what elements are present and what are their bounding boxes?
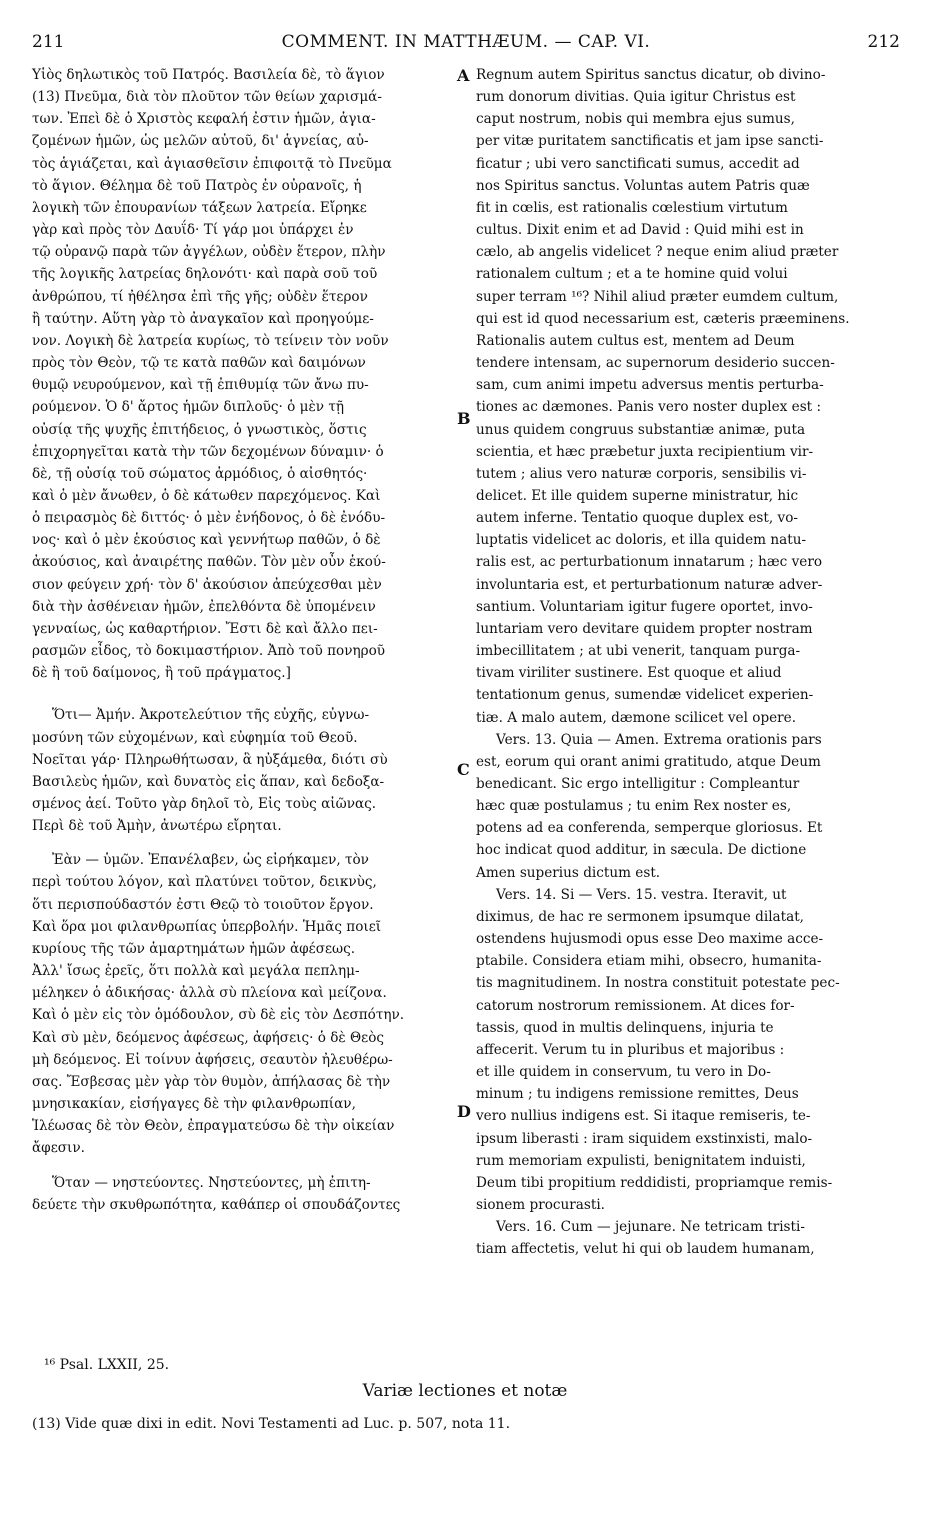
text-line: νος· καὶ ὁ μὲν ἑκούσιος καὶ γεννήτωρ παθῶν, ὁ δὲ (32, 532, 381, 549)
variae-lectiones-note: (13) Vide quæ dixi in edit. Novi Testamenti ad Luc. p. 507, nota 11. (32, 1416, 511, 1432)
text-line: hæc quæ postulamus ; tu enim Rex noster es, (476, 798, 792, 815)
text-line: νον. Λογικὴ δὲ λατρεία κυρίως, τὸ τείνειν τὸν νοῦν (32, 332, 389, 349)
text-line: Ἀλλ' ἴσως ἐρεῖς, ὅτι πολλὰ καὶ μεγάλα πεπλημ- (32, 963, 360, 980)
text-line: Ὅτι— Ἀμήν. Ἀκροτελεύτιον τῆς εὐχῆς, εὐγνω- (52, 707, 370, 724)
text-line: Καὶ σὺ μὲν, δεόμενος ἀφέσεως, ἀφήσεις· ὁ δὲ Θεὸς (32, 1029, 384, 1046)
text-line: Deum tibi propitium reddidisti, propriamque remis- (476, 1174, 833, 1191)
text-line: delicet. Et ille quidem superne ministratur, hic (476, 487, 799, 504)
text-line: benedicant. Sic ergo intelligitur : Compleantur (476, 776, 800, 792)
paragraph-latin-2 (476, 729, 894, 884)
text-line: unus quidem congruus substantiæ animæ, puta (476, 421, 806, 438)
text-line: Vers. 13. Quia — Amen. Extrema orationis pars (496, 731, 822, 748)
text-line: (13) Πνεῦμα, διὰ τὸν πλοῦτον τῶν θείων χαρισμά- (32, 89, 382, 106)
text-line: Vers. 14. Si — Vers. 15. vestra. Iteravit, ut (496, 886, 787, 903)
text-line: ipsum liberasti : iram siquidem exstinxisti, malo- (476, 1130, 813, 1147)
text-line: Amen superius dictum est. (476, 864, 661, 881)
text-line: περὶ τούτου λόγον, καὶ πλατύνει τοῦτον, δεικνὺς, (32, 874, 377, 891)
text-line: ficatur ; ubi vero sanctificati sumus, accedit ad (476, 155, 800, 172)
text-line: οὐσίᾳ τῆς ψυχῆς ἐπιτήδειος, ὁ γνωστικὸς, ὅστις (32, 421, 367, 438)
text-line: tis magnitudinem. In nostra constituit potestate pec- (476, 975, 840, 992)
text-line: τὸ ἅγιον. Θέλημα δὲ τοῦ Πατρὸς ἐν οὐρανοῖς, ἡ (32, 177, 362, 194)
paragraph-greek-2 (32, 704, 456, 837)
text-line: diximus, de hac re sermonem ipsumque dilatat, (476, 908, 805, 925)
text-line: santium. Voluntariam igitur fugere oportet, invo- (476, 598, 813, 615)
text-line: ἐπιχορηγεῖται κατὰ τὴν τῶν δεχομένων δύναμιν· ὁ (32, 443, 384, 460)
text-line: tentationum genus, sumendæ videlicet experien- (476, 687, 814, 704)
margin-letter-d: D (457, 1102, 471, 1121)
text-line: tutem ; alius vero naturæ corporis, sensibilis vi- (476, 465, 807, 482)
running-header (32, 32, 900, 58)
paragraph-greek-1 (32, 64, 456, 684)
text-line: super terram ¹⁶? Nihil aliud præter eumdem cultum, (476, 288, 839, 305)
text-line: imbecillitatem ; at ubi venerit, tanquam purga- (476, 643, 801, 660)
page-number-left: 211 (32, 32, 65, 52)
margin-letter-b: B (457, 409, 471, 428)
text-line: μνησικακίαν, εἰσήγαγες δὲ τὴν φιλανθρωπίαν, (32, 1096, 356, 1113)
text-line: tassis, quod in multis delinquens, injuria te (476, 1019, 774, 1036)
text-line: tivam viriliter sustinere. Est quoque et aliud (476, 665, 782, 682)
text-line: est, eorum qui orant animi gratitudo, atque Deum (476, 753, 821, 770)
text-line: μέληκεν ὁ ἀδικήσας· ἀλλὰ σὺ πλείονα καὶ μείζονα. (32, 985, 387, 1002)
margin-letter-c: C (457, 760, 470, 779)
text-line: Υἱὸς δηλωτικὸς τοῦ Πατρός. Βασιλεία δὲ, τὸ ἅγιον (32, 67, 385, 83)
text-line: ptabile. Considera etiam mihi, obsecro, humanita- (476, 953, 822, 970)
text-line: Ἐὰν — ὑμῶν. Ἐπανέλαβεν, ὡς εἰρήκαμεν, τὸν (52, 852, 369, 869)
text-line: ἄφεσιν. (32, 1140, 85, 1157)
text-line: luntariam vero devitare quidem propter nostram (476, 620, 813, 637)
text-line: tiam affectetis, velut hi qui ob laudem humanam, (476, 1241, 815, 1258)
text-line: cælo, ab angelis videlicet ? neque enim aliud præter (476, 244, 839, 261)
page-number-right: 212 (867, 32, 900, 52)
text-line: ἢ ταύτην. Αὕτη γὰρ τὸ ἀναγκαῖον καὶ προηγούμε- (32, 310, 374, 327)
text-line: rum memoriam expulisti, benignitatem induisti, (476, 1152, 806, 1169)
text-line: Regnum autem Spiritus sanctus dicatur, ob divino- (476, 67, 826, 83)
text-line: caput nostrum, nobis qui membra ejus sumus, (476, 111, 795, 128)
paragraph-latin-3 (476, 884, 894, 1216)
paragraph-greek-3 (32, 849, 456, 1159)
text-line: Νοεῖται γάρ· Πληρωθήτωσαν, ἃ ηὐξάμεθα, διότι σὺ (32, 751, 388, 768)
text-line: ὁ πειρασμὸς δὲ διττός· ὁ μὲν ἐνήδονος, ὁ δὲ ἐνόδυ- (32, 510, 386, 527)
text-line: λογικὴ τῶν ἐπουρανίων τάξεων λατρεία. Εἴρηκε (32, 199, 367, 216)
text-line: καὶ ὁ μὲν ἄνωθεν, ὁ δὲ κάτωθεν παρεχόμενος. Καὶ (32, 487, 381, 504)
text-line: διὰ τὴν ἀσθένειαν ἡμῶν, ἐπελθόντα δὲ ὑπομένειν (32, 598, 376, 615)
paragraph-gap (32, 684, 456, 704)
text-line: Vers. 16. Cum — jejunare. Ne tetricam tristi- (496, 1219, 805, 1236)
text-line: των. Ἐπεὶ δὲ ὁ Χριστὸς κεφαλή ἐστιν ἡμῶν, ἁγια- (32, 111, 376, 128)
text-line: minum ; tu indigens remissione remittes, Deus (476, 1086, 799, 1103)
text-line: τῷ οὐρανῷ παρὰ τῶν ἀγγέλων, οὐδὲν ἕτερον, πλὴν (32, 244, 386, 261)
text-line: cultus. Dixit enim et ad David : Quid mihi est in (476, 222, 804, 239)
text-line: qui est id quod necessarium est, cæteris præeminens. (476, 310, 850, 327)
text-line: ἀνθρώπου, τί ἠθέλησα ἐπὶ τῆς γῆς; οὐδὲν ἕτερον (32, 288, 368, 305)
text-line: ἀκούσιος, καὶ ἀναιρέτης παθῶν. Τὸν μὲν οὖν ἑκού- (32, 554, 386, 571)
text-line: σιον φεύγειν χρή· τὸν δ' ἀκούσιον ἀπεύχεσθαι μὲν (32, 576, 382, 593)
text-line: sam, cum animi impetu adversus mentis perturba- (476, 377, 824, 394)
text-line: rum donorum divitias. Quia igitur Christus est (476, 89, 796, 106)
text-line: θυμῷ νευρούμενον, καὶ τῇ ἐπιθυμίᾳ τῶν ἄνω πυ- (32, 377, 369, 394)
text-line: κυρίους τῆς τῶν ἁμαρτημάτων ἡμῶν ἀφέσεως. (32, 940, 356, 957)
margin-letter-a: A (457, 66, 470, 85)
text-line: μοσύνη τῶν εὐχομένων, καὶ εὐφημία τοῦ Θεοῦ. (32, 729, 358, 746)
text-line: Βασιλεὺς ἡμῶν, καὶ δυνατὸς εἰς ἅπαν, καὶ δεδοξα- (32, 773, 385, 790)
text-line: potens ad ea conferenda, semperque gloriosus. Et (476, 820, 823, 837)
text-line: catorum nostrorum remissionem. At dices for- (476, 997, 795, 1014)
text-line: ρούμενον. Ὁ δ' ἄρτος ἡμῶν διπλοῦς· ὁ μὲν τῇ (32, 399, 345, 416)
text-line: Καὶ ὁ μὲν εἰς τὸν ὁμόδουλον, σὺ δὲ εἰς τὸν Δεσπότην. (32, 1007, 405, 1024)
paragraph-gap (32, 837, 456, 849)
paragraph-latin-4 (476, 1216, 894, 1260)
text-line: rationalem cultum ; et a te homine quid volui (476, 266, 788, 283)
latin-column (476, 64, 894, 1260)
text-line: πρὸς τὸν Θεὸν, τῷ τε κατὰ παθῶν καὶ δαιμόνων (32, 355, 366, 372)
text-line: et ille quidem in conservum, tu vero in Do- (476, 1064, 771, 1081)
text-line: luptatis videlicet ac doloris, et illa quidem natu- (476, 532, 807, 549)
text-line: Καὶ ὅρα μοι φιλανθρωπίας ὑπερβολήν. Ἡμᾶς ποιεῖ (32, 918, 382, 935)
text-line: Περὶ δὲ τοῦ Ἀμὴν, ἀνωτέρω εἴρηται. (32, 818, 282, 835)
text-line: involuntaria est, et perturbationum naturæ adver- (476, 576, 823, 593)
text-line: τῆς λογικῆς λατρείας δηλονότι· καὶ παρὰ σοῦ τοῦ (32, 266, 378, 283)
text-line: per vitæ puritatem sanctificatis et jam ipse sancti- (476, 133, 824, 150)
text-line: vero nullius indigens est. Si itaque remiseris, te- (476, 1108, 811, 1125)
text-line: hoc indicat quod additur, in sæcula. De dictione (476, 842, 807, 859)
text-line: Ἱλέωσας δὲ τὸν Θεὸν, ἐπραγματεύσω δὲ τὴν οἰκείαν (32, 1118, 395, 1135)
text-line: ζομένων ἡμῶν, ὡς μελῶν αὐτοῦ, δι' ἁγνείας, αὐ- (32, 133, 369, 150)
text-line: δεύετε τὴν σκυθρωπότητα, καθάπερ οἱ σπουδάζοντες (32, 1196, 401, 1213)
paragraph-gap (32, 1160, 456, 1172)
text-line: δὲ ἢ τοῦ δαίμονος, ἢ τοῦ πράγματος.] (32, 665, 291, 682)
paragraph-greek-4 (32, 1172, 456, 1216)
text-line: σας. Ἔσβεσας μὲν γὰρ τὸν θυμὸν, ἀπήλασας δὲ τὴν (32, 1073, 391, 1090)
text-line: ὅτι περισπούδαστόν ἐστι Θεῷ τὸ τοιοῦτον ἔργον. (32, 896, 374, 913)
text-line: τὸς ἁγιάζεται, καὶ ἁγιασθεῖσιν ἐπιφοιτᾷ τὸ Πνεῦμα (32, 155, 392, 172)
text-line: γὰρ καὶ πρὸς τὸν Δαυΐδ· Τί γάρ μοι ὑπάρχει ἐν (32, 222, 354, 239)
text-line: σμένος ἀεί. Τοῦτο γὰρ δηλοῖ τὸ, Εἰς τοὺς αἰῶνας. (32, 796, 377, 812)
text-line: ostendens hujusmodi opus esse Deo maxime acce- (476, 931, 824, 948)
variae-lectiones-title: Variæ lectiones et notæ (362, 1381, 568, 1401)
text-line: μὴ δεόμενος. Εἰ τοίνυν ἀφήσεις, σεαυτὸν ἠλευθέρω- (32, 1051, 393, 1068)
greek-column (32, 64, 456, 1216)
text-line: ρασμῶν εἶδος, τὸ δοκιμαστήριον. Ἀπὸ τοῦ πονηροῦ (32, 643, 386, 660)
text-line: Rationalis autem cultus est, mentem ad Deum (476, 332, 795, 349)
paragraph-latin-1 (476, 64, 894, 729)
text-line: fit in cœlis, est rationalis cœlestium virtutum (476, 199, 788, 216)
text-line: nos Spiritus sanctus. Voluntas autem Patris quæ (476, 177, 810, 194)
footnote: ¹⁶ Psal. LXXII, 25. (44, 1357, 170, 1373)
text-line: tiones ac dæmones. Panis vero noster duplex est : (476, 399, 822, 416)
text-line: scientia, et hæc præbetur juxta recipientium vir- (476, 443, 814, 460)
text-line: autem inferne. Tentatio quoque duplex est, vo- (476, 510, 798, 527)
text-line: ralis est, ac perturbationum innatarum ; hæc vero (476, 554, 823, 571)
text-line: δὲ, τῇ οὐσίᾳ τοῦ σώματος ἁρμόδιος, ὁ αἰσθητός· (32, 465, 368, 482)
running-title: COMMENT. IN MATTHÆUM. — CAP. VI. (281, 32, 651, 52)
text-line: tiæ. A malo autem, dæmone scilicet vel opere. (476, 709, 797, 726)
text-line: γενναίως, ὡς καθαρτήριον. Ἔστι δὲ καὶ ἄλλο πει- (32, 620, 378, 637)
text-line: affecerit. Verum tu in pluribus et majoribus : (476, 1041, 785, 1058)
text-line: sionem procurasti. (476, 1196, 605, 1213)
text-line: tendere intensam, ac supernorum desiderio succen- (476, 355, 835, 372)
text-line: Ὅταν — νηστεύοντες. Νηστεύοντες, μὴ ἐπιτη- (52, 1174, 371, 1191)
